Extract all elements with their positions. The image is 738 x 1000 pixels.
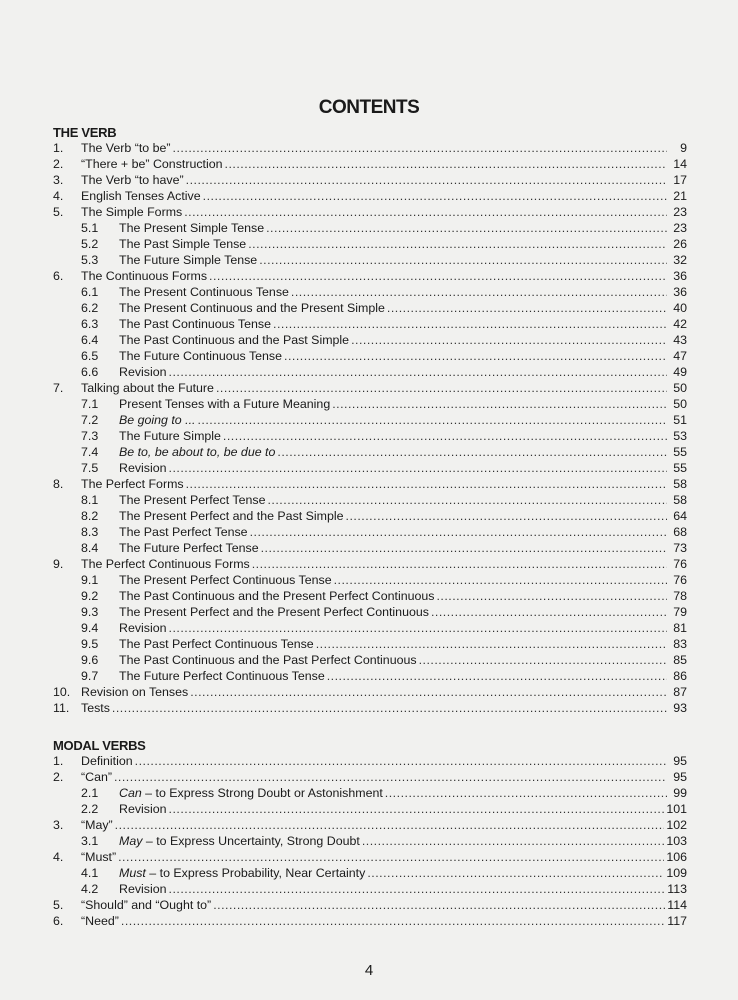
- entry-page: 53: [673, 429, 687, 443]
- entry-page: 49: [673, 365, 687, 379]
- dot-leader: [266, 220, 667, 236]
- entry-title-italic: May: [119, 834, 143, 848]
- toc-entry: [53, 636, 687, 652]
- toc-entry: [53, 204, 687, 220]
- entry-page: 73: [673, 541, 687, 555]
- entry-number: 8.: [53, 477, 64, 491]
- entry-page: 78: [673, 589, 687, 603]
- toc-entry: [53, 684, 687, 700]
- section-the-verb: [53, 126, 687, 716]
- entry-number: 5.3: [81, 253, 99, 267]
- entry-title: The Past Perfect Tense: [119, 525, 248, 539]
- section-heading: MODAL VERBS: [53, 738, 146, 753]
- entry-page: 83: [673, 637, 687, 651]
- dot-leader: [332, 396, 667, 412]
- section-heading: THE VERB: [53, 125, 117, 140]
- entry-page: 103: [666, 834, 687, 848]
- dot-leader: [273, 316, 667, 332]
- entry-title: The Perfect Continuous Forms: [81, 557, 250, 571]
- entry-page: 109: [666, 866, 687, 880]
- entry-title: The Perfect Forms: [81, 477, 184, 491]
- entry-number: 9.1: [81, 573, 99, 587]
- toc-entry: [53, 252, 687, 268]
- dot-leader: [252, 556, 667, 572]
- entry-number: 4.2: [81, 882, 99, 896]
- toc-entry: [53, 817, 687, 833]
- toc-entry: [53, 572, 687, 588]
- entry-number: 7.: [53, 381, 64, 395]
- entry-title: The Simple Forms: [81, 205, 183, 219]
- dot-leader: [436, 588, 667, 604]
- entry-number: 10.: [53, 685, 71, 699]
- entry-number: 2.: [53, 770, 64, 784]
- entry-title: – to Express Uncertainty, Strong Doubt: [142, 834, 360, 848]
- entry-page: 55: [673, 445, 687, 459]
- entry-page: 21: [673, 189, 687, 203]
- dot-leader: [431, 604, 667, 620]
- dot-leader: [203, 188, 667, 204]
- entry-number: 3.1: [81, 834, 99, 848]
- toc-entry: [53, 156, 687, 172]
- entry-page: 36: [673, 269, 687, 283]
- toc-entry: [53, 604, 687, 620]
- dot-leader: [385, 785, 667, 801]
- entry-number: 2.1: [81, 786, 99, 800]
- entry-title: Revision: [119, 802, 167, 816]
- entry-number: 9.: [53, 557, 64, 571]
- toc-entry: [53, 476, 687, 492]
- entry-number: 5.: [53, 205, 64, 219]
- entry-page: 87: [673, 685, 687, 699]
- entry-title: The Past Continuous and the Present Perfect Continuous: [119, 589, 435, 603]
- entry-page: 64: [673, 509, 687, 523]
- toc-entry: [53, 412, 687, 428]
- entry-title: Present Tenses with a Future Meaning: [119, 397, 331, 411]
- entry-title: The Present Continuous and the Present Simple: [119, 301, 385, 315]
- dot-leader: [186, 172, 667, 188]
- toc-entry: [53, 140, 687, 156]
- entry-number: 9.6: [81, 653, 99, 667]
- dot-leader: [277, 444, 667, 460]
- entry-title: Be to, be about to, be due to: [119, 445, 276, 459]
- dot-leader: [362, 833, 664, 849]
- entry-title: The Present Perfect Tense: [119, 493, 266, 507]
- entry-number: 11.: [53, 701, 70, 715]
- dot-leader: [216, 380, 667, 396]
- dot-leader: [190, 684, 667, 700]
- entry-page: 86: [673, 669, 687, 683]
- entry-page: 47: [673, 349, 687, 363]
- entry-number: 5.: [53, 898, 64, 912]
- dot-leader: [248, 236, 667, 252]
- entry-title-italic: Can: [119, 786, 142, 800]
- entry-page: 95: [673, 754, 687, 768]
- dot-leader: [197, 412, 667, 428]
- toc-entry: [53, 588, 687, 604]
- toc-entry: [53, 652, 687, 668]
- entry-title: The Past Perfect Continuous Tense: [119, 637, 314, 651]
- entry-number: 9.3: [81, 605, 99, 619]
- toc-entry: [53, 556, 687, 572]
- entry-title: The Future Perfect Continuous Tense: [119, 669, 325, 683]
- dot-leader: [186, 476, 667, 492]
- dot-leader: [419, 652, 667, 668]
- entry-page: 76: [673, 573, 687, 587]
- toc-entry: [53, 396, 687, 412]
- entry-title: “Need”: [81, 914, 119, 928]
- dot-leader: [351, 332, 667, 348]
- entry-page: 14: [673, 157, 687, 171]
- toc-entry: [53, 524, 687, 540]
- entry-page: 102: [666, 818, 687, 832]
- entry-number: 1.: [53, 754, 64, 768]
- toc-entry: [53, 188, 687, 204]
- entry-title: “Should” and “Ought to”: [81, 898, 212, 912]
- entry-title: The Past Simple Tense: [119, 237, 247, 251]
- entry-page: 106: [666, 850, 687, 864]
- entry-title: “Must”: [81, 850, 117, 864]
- toc-entry: [53, 668, 687, 684]
- entry-page: 36: [673, 285, 687, 299]
- entry-page: 50: [673, 381, 687, 395]
- entry-number: 6.2: [81, 301, 99, 315]
- entry-number: 9.4: [81, 621, 99, 635]
- entry-number: 1.: [53, 141, 64, 155]
- entry-page: 79: [673, 605, 687, 619]
- entry-page: 55: [673, 461, 687, 475]
- entry-title: “There + be” Construction: [81, 157, 223, 171]
- entry-number: 4.1: [81, 866, 99, 880]
- entry-page: 26: [673, 237, 687, 251]
- entry-number: 6.: [53, 914, 64, 928]
- toc-entry: [53, 785, 687, 801]
- entry-page: 68: [673, 525, 687, 539]
- entry-title: “May”: [81, 818, 113, 832]
- entry-page: 9: [680, 141, 687, 155]
- entry-page: 51: [673, 413, 687, 427]
- entry-number: 6.1: [81, 285, 99, 299]
- entry-title: The Verb “to be”: [81, 141, 171, 155]
- entry-title: “Can”: [81, 770, 112, 784]
- toc-entry: [53, 700, 687, 716]
- entry-title: The Present Perfect and the Past Simple: [119, 509, 344, 523]
- toc-entry: [53, 220, 687, 236]
- entry-number: 6.5: [81, 349, 99, 363]
- dot-leader: [114, 769, 667, 785]
- dot-leader: [259, 252, 667, 268]
- entry-title: Be going to ...: [119, 413, 196, 427]
- entry-page: 50: [673, 397, 687, 411]
- entry-page: 117: [667, 914, 687, 928]
- entry-title: Revision on Tenses: [81, 685, 189, 699]
- dot-leader: [316, 636, 667, 652]
- entry-number: 2.2: [81, 802, 99, 816]
- toc-entry: [53, 865, 687, 881]
- dot-leader: [112, 700, 667, 716]
- entry-page: 85: [673, 653, 687, 667]
- dot-leader: [250, 524, 667, 540]
- entry-page: 58: [673, 493, 687, 507]
- toc-entry: [53, 540, 687, 556]
- dot-leader: [346, 508, 667, 524]
- toc-entry: [53, 833, 687, 849]
- entry-page: 76: [673, 557, 687, 571]
- page-title: CONTENTS: [318, 96, 420, 118]
- entry-number: 3.: [53, 818, 64, 832]
- toc-entry: [53, 849, 687, 865]
- entry-title-italic: Must: [119, 866, 146, 880]
- toc-list: [53, 140, 687, 716]
- entry-title: – to Express Probability, Near Certainty: [145, 866, 366, 880]
- entry-number: 2.: [53, 157, 64, 171]
- toc-entry: [53, 444, 687, 460]
- entry-title: Tests: [81, 701, 110, 715]
- entry-number: 6.4: [81, 333, 99, 347]
- toc-entry: [53, 769, 687, 785]
- toc-entry: [53, 332, 687, 348]
- toc-entry: [53, 268, 687, 284]
- entry-number: 8.4: [81, 541, 99, 555]
- entry-title: Revision: [119, 461, 167, 475]
- dot-leader: [291, 284, 667, 300]
- entry-number: 6.3: [81, 317, 99, 331]
- toc-entry: [53, 881, 687, 897]
- toc-entry: [53, 492, 687, 508]
- toc-entry: [53, 364, 687, 380]
- toc-entry: [53, 348, 687, 364]
- entry-number: 4.: [53, 850, 64, 864]
- dot-leader: [135, 753, 667, 769]
- entry-page: 114: [667, 898, 687, 912]
- entry-title: – to Express Strong Doubt or Astonishment: [141, 786, 383, 800]
- entry-title: The Past Continuous and the Past Perfect Continuous: [119, 653, 417, 667]
- dot-leader: [387, 300, 667, 316]
- dot-leader: [184, 204, 667, 220]
- dot-leader: [334, 572, 667, 588]
- entry-number: 7.3: [81, 429, 99, 443]
- dot-leader: [327, 668, 667, 684]
- entry-title: Revision: [119, 621, 167, 635]
- section-modal-verbs: [53, 739, 687, 929]
- dot-leader: [225, 156, 667, 172]
- entry-title: Revision: [119, 882, 167, 896]
- entry-page: 58: [673, 477, 687, 491]
- entry-title: Definition: [81, 754, 133, 768]
- entry-page: 40: [673, 301, 687, 315]
- dot-leader: [169, 364, 667, 380]
- entry-number: 8.3: [81, 525, 99, 539]
- dot-leader: [209, 268, 667, 284]
- entry-page: 43: [673, 333, 687, 347]
- entry-number: 7.5: [81, 461, 99, 475]
- entry-page: 101: [666, 802, 687, 816]
- entry-page: 113: [667, 882, 687, 896]
- entry-title: The Future Continuous Tense: [119, 349, 283, 363]
- dot-leader: [169, 881, 666, 897]
- toc-entry: [53, 897, 687, 913]
- dot-leader: [169, 620, 667, 636]
- dot-leader: [118, 849, 664, 865]
- entry-title: The Verb “to have”: [81, 173, 184, 187]
- toc-entry: [53, 316, 687, 332]
- toc-entry: [53, 508, 687, 524]
- entry-page: 81: [673, 621, 687, 635]
- entry-title: The Present Simple Tense: [119, 221, 265, 235]
- dot-leader: [261, 540, 667, 556]
- entry-number: 3.: [53, 173, 64, 187]
- page-number: 4: [364, 962, 374, 979]
- entry-page: 17: [673, 173, 687, 187]
- toc-entry: [53, 620, 687, 636]
- entry-title: The Present Perfect and the Present Perfect Continuous: [119, 605, 429, 619]
- entry-number: 8.1: [81, 493, 99, 507]
- toc-entry: [53, 300, 687, 316]
- entry-number: 9.2: [81, 589, 99, 603]
- entry-title: Revision: [119, 365, 167, 379]
- entry-title: The Future Perfect Tense: [119, 541, 259, 555]
- toc-entry: [53, 380, 687, 396]
- entry-title: The Continuous Forms: [81, 269, 208, 283]
- entry-page: 93: [673, 701, 687, 715]
- toc-entry: [53, 172, 687, 188]
- toc-list: [53, 753, 687, 929]
- entry-number: 4.: [53, 189, 64, 203]
- entry-title: The Present Perfect Continuous Tense: [119, 573, 332, 587]
- entry-number: 8.2: [81, 509, 99, 523]
- dot-leader: [223, 428, 667, 444]
- entry-title: The Future Simple Tense: [119, 253, 258, 267]
- entry-number: 7.2: [81, 413, 99, 427]
- entry-title: Talking about the Future: [81, 381, 214, 395]
- toc-entry: [53, 801, 687, 817]
- entry-number: 5.1: [81, 221, 99, 235]
- entry-page: 42: [673, 317, 687, 331]
- entry-number: 5.2: [81, 237, 99, 251]
- entry-title: The Present Continuous Tense: [119, 285, 289, 299]
- entry-number: 7.4: [81, 445, 99, 459]
- dot-leader: [267, 492, 667, 508]
- entry-page: 95: [673, 770, 687, 784]
- toc-entry: [53, 753, 687, 769]
- toc-entry: [53, 428, 687, 444]
- toc-entry: [53, 236, 687, 252]
- dot-leader: [367, 865, 664, 881]
- dot-leader: [284, 348, 667, 364]
- entry-title: The Past Continuous Tense: [119, 317, 271, 331]
- dot-leader: [115, 817, 665, 833]
- entry-number: 6.6: [81, 365, 99, 379]
- entry-page: 32: [673, 253, 687, 267]
- toc-entry: [53, 913, 687, 929]
- toc-entry: [53, 460, 687, 476]
- entry-number: 9.5: [81, 637, 99, 651]
- dot-leader: [169, 801, 665, 817]
- entry-title: The Past Continuous and the Past Simple: [119, 333, 350, 347]
- toc-entry: [53, 284, 687, 300]
- dot-leader: [121, 913, 665, 929]
- entry-title: English Tenses Active: [81, 189, 201, 203]
- entry-page: 23: [673, 205, 687, 219]
- dot-leader: [169, 460, 667, 476]
- entry-title: The Future Simple: [119, 429, 221, 443]
- entry-page: 99: [673, 786, 687, 800]
- entry-number: 9.7: [81, 669, 99, 683]
- entry-page: 23: [673, 221, 687, 235]
- dot-leader: [173, 140, 667, 156]
- entry-number: 7.1: [81, 397, 99, 411]
- entry-number: 6.: [53, 269, 64, 283]
- dot-leader: [213, 897, 665, 913]
